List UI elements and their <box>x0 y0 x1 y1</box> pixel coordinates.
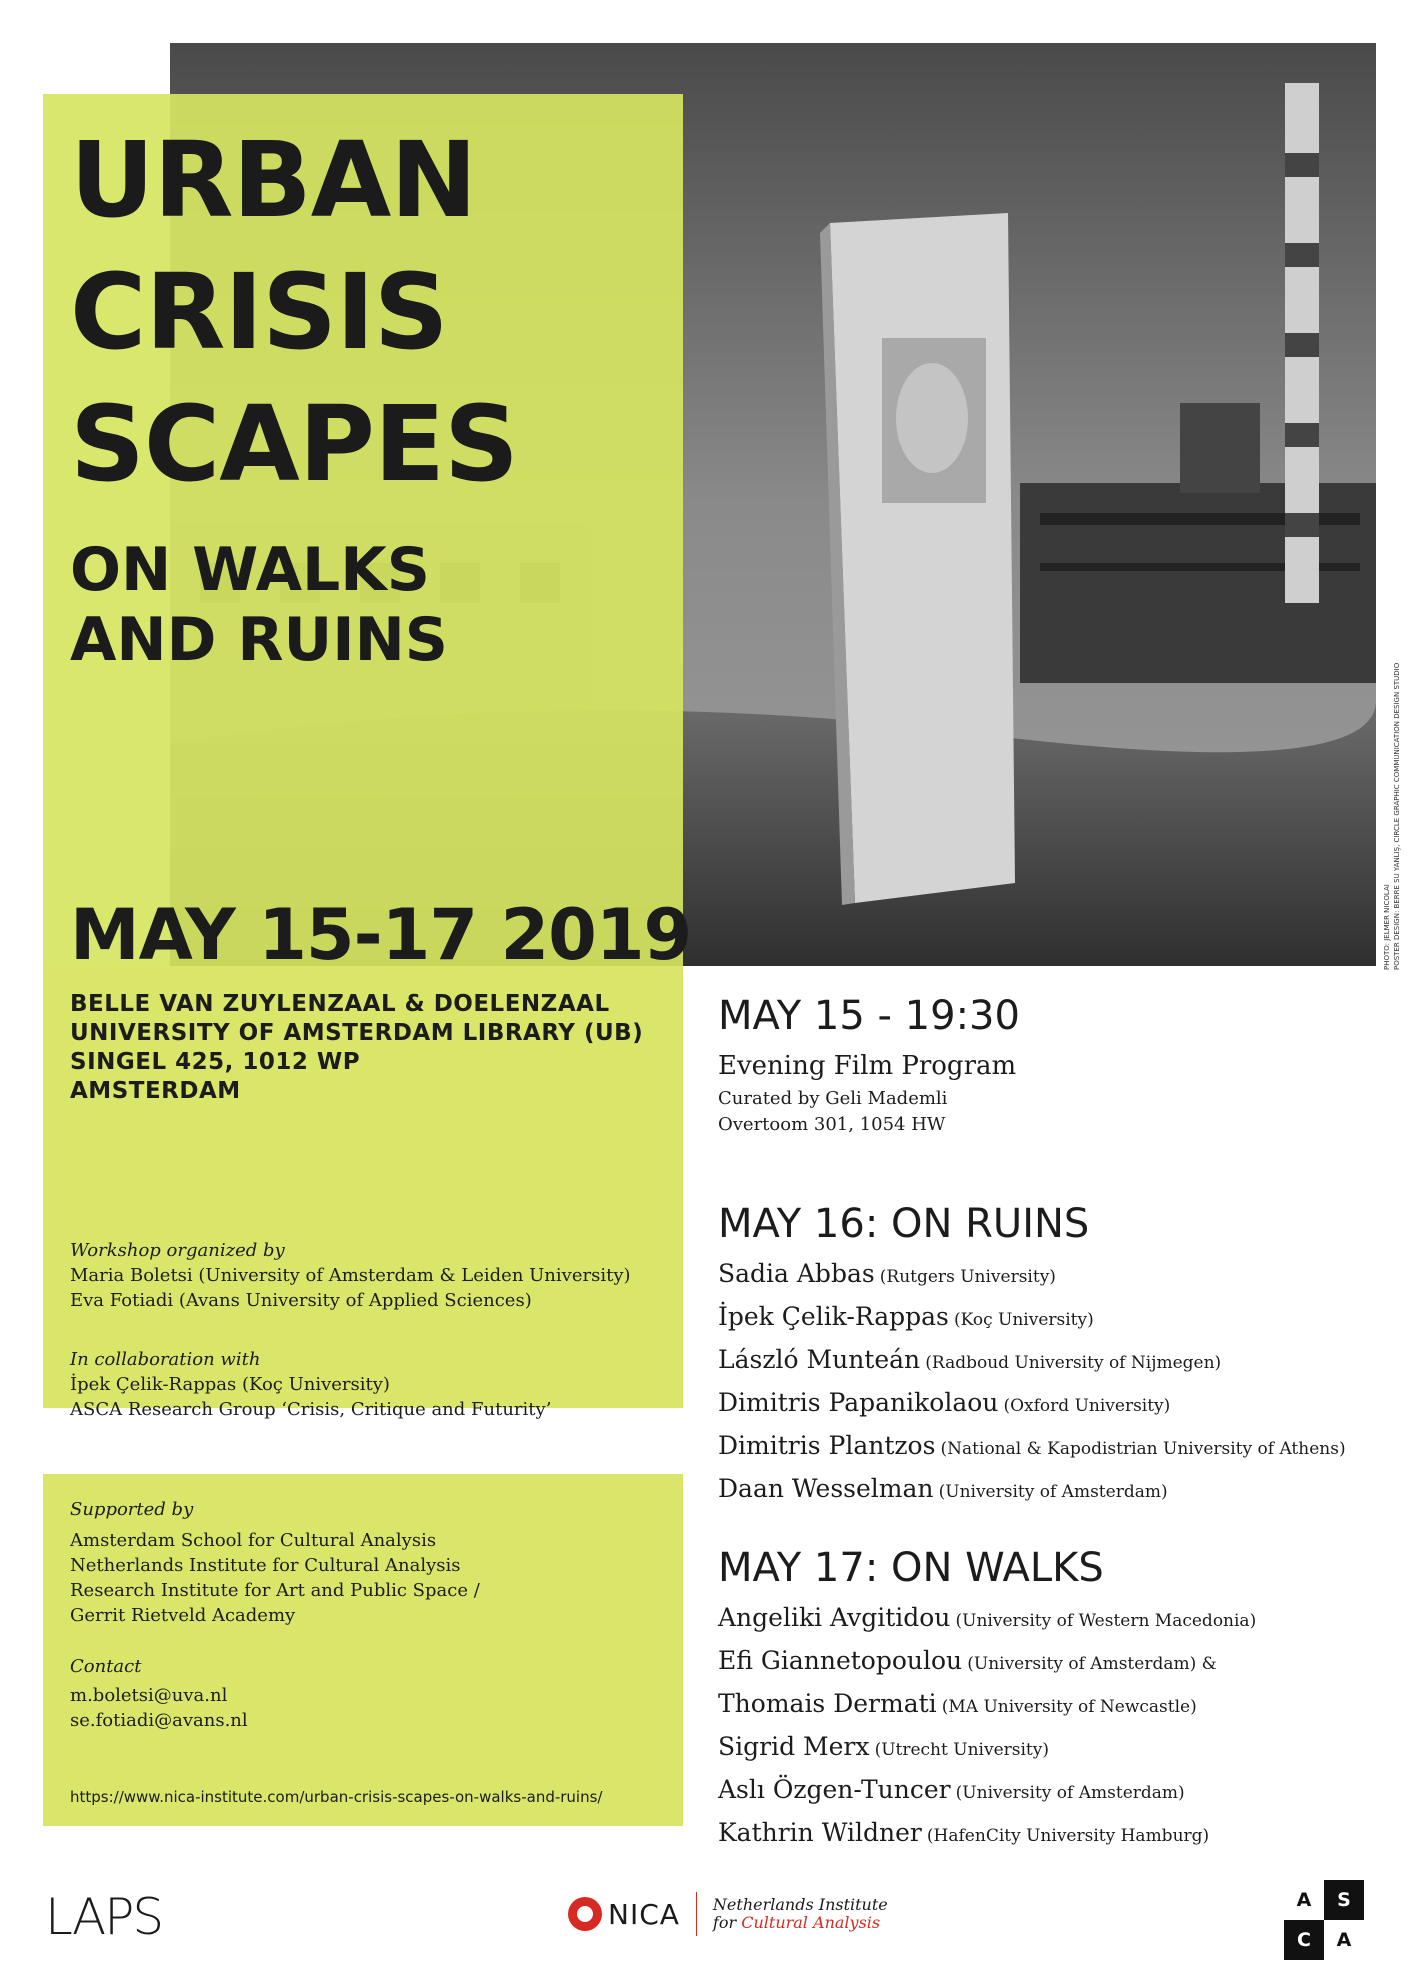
nica-circle-icon <box>568 1897 602 1931</box>
contact-email[interactable]: se.fotiadi@avans.nl <box>70 1710 248 1731</box>
speaker-item <box>718 1469 1346 1512</box>
nica-full-name <box>713 1896 888 1932</box>
venue-block <box>70 990 643 1106</box>
asca-letter: S <box>1324 1880 1364 1920</box>
speaker-affiliation: (Radboud University of Nijmegen) <box>925 1353 1222 1373</box>
day1-block <box>718 992 1020 1138</box>
speaker-affiliation: (Oxford University) <box>1003 1396 1171 1416</box>
speaker-item <box>718 1770 1256 1813</box>
speaker-affiliation: (HafenCity University Hamburg) <box>926 1826 1210 1846</box>
day3-heading: MAY 17: ON WALKS <box>718 1545 1104 1591</box>
title-line-3: SCAPES <box>70 383 518 505</box>
contact-block <box>70 1654 248 1733</box>
speaker-name: László Munteán <box>718 1345 921 1374</box>
day2-heading: MAY 16: ON RUINS <box>718 1201 1090 1247</box>
nica-name-line2 <box>713 1914 888 1932</box>
organized-block <box>70 1238 631 1313</box>
supporter-line: Research Institute for Art and Public Space / <box>70 1580 480 1601</box>
supporter-line: Amsterdam School for Cultural Analysis <box>70 1530 437 1551</box>
speaker-name: Dimitris Plantzos <box>718 1431 936 1460</box>
subtitle-line-1: ON WALKS <box>70 535 430 605</box>
speaker-item <box>718 1684 1256 1727</box>
speaker-affiliation: (University of Amsterdam) <box>938 1482 1168 1502</box>
speaker-name: Sigrid Merx <box>718 1732 870 1761</box>
supported-label: Supported by <box>70 1499 194 1520</box>
speaker-affiliation: (Utrecht University) <box>874 1740 1049 1760</box>
asca-letter: A <box>1324 1920 1364 1960</box>
title-line-2: CRISIS <box>70 251 448 373</box>
organizer-line: Eva Fotiadi (Avans University of Applied Sciences) <box>70 1290 532 1311</box>
speaker-name: Kathrin Wildner <box>718 1818 922 1847</box>
asca-letter: C <box>1284 1920 1324 1960</box>
organizer-line: Maria Boletsi (University of Amsterdam & Leiden University) <box>70 1265 631 1286</box>
organized-label: Workshop organized by <box>70 1240 285 1261</box>
nica-name-cultural: Cultural Analysis <box>741 1913 881 1932</box>
day1-curated: Curated by Geli Mademli <box>718 1088 948 1109</box>
collaborator-line: ASCA Research Group ‘Crisis, Critique and Futurity’ <box>70 1399 552 1420</box>
speaker-item <box>718 1426 1346 1469</box>
nica-name-for: for <box>712 1913 737 1932</box>
speaker-name: Thomais Dermati <box>718 1689 937 1718</box>
day3-block <box>718 1544 1256 1856</box>
speaker-item <box>718 1813 1256 1856</box>
collaborator-line: İpek Çelik-Rappas (Koç University) <box>70 1374 390 1395</box>
speaker-affiliation: (University of Western Macedonia) <box>955 1611 1257 1631</box>
supported-block <box>70 1497 480 1628</box>
supporter-line: Gerrit Rietveld Academy <box>70 1605 296 1626</box>
speaker-name: Aslı Özgen-Tuncer <box>718 1775 951 1804</box>
speaker-name: Daan Wesselman <box>718 1474 934 1503</box>
supporter-line: Netherlands Institute for Cultural Analysis <box>70 1555 461 1576</box>
venue-line: AMSTERDAM <box>70 1078 241 1104</box>
speaker-affiliation: (University of Amsterdam) <box>955 1783 1185 1803</box>
speaker-name: Efi Giannetopoulou <box>718 1646 963 1675</box>
speaker-item <box>718 1727 1256 1770</box>
venue-line: BELLE VAN ZUYLENZAAL & DOELENZAAL <box>70 991 610 1017</box>
collaboration-label: In collaboration with <box>70 1349 261 1370</box>
speaker-item <box>718 1641 1256 1684</box>
day1-heading: MAY 15 - 19:30 <box>718 993 1020 1039</box>
venue-line: SINGEL 425, 1012 WP <box>70 1049 361 1075</box>
speaker-affiliation: (National & Kapodistrian University of Athens) <box>940 1439 1346 1459</box>
subtitle-line-2: AND RUINS <box>70 605 449 675</box>
event-dates: MAY 15-17 2019 <box>70 894 692 976</box>
nica-wordmark: NICA <box>608 1897 680 1931</box>
title-line-1: URBAN <box>70 119 477 241</box>
speaker-affiliation: (MA University of Newcastle) <box>941 1697 1197 1717</box>
event-url[interactable]: https://www.nica-institute.com/urban-crisis-scapes-on-walks-and-ruins/ <box>70 1788 603 1806</box>
speaker-affiliation: (Rutgers University) <box>879 1267 1056 1287</box>
nica-divider <box>696 1892 697 1936</box>
venue-line: UNIVERSITY OF AMSTERDAM LIBRARY (UB) <box>70 1020 644 1046</box>
laps-logo: LAPS <box>45 1888 163 1946</box>
asca-letter: A <box>1284 1880 1324 1920</box>
speaker-affiliation: (University of Amsterdam) & <box>967 1654 1217 1674</box>
speaker-affiliation: (Koç University) <box>953 1310 1094 1330</box>
speaker-name: Angeliki Avgitidou <box>718 1603 951 1632</box>
nica-name-line1: Netherlands Institute <box>712 1895 888 1914</box>
photo-credits <box>1382 650 1412 970</box>
photo-credit: PHOTO: JELMER NICOLAI <box>1383 884 1391 970</box>
contact-email[interactable]: m.boletsi@uva.nl <box>70 1685 228 1706</box>
speaker-item <box>718 1254 1346 1297</box>
speaker-name: İpek Çelik-Rappas <box>718 1302 949 1331</box>
speaker-item <box>718 1297 1346 1340</box>
speaker-name: Sadia Abbas <box>718 1259 875 1288</box>
design-credit: POSTER DESIGN: BERRE SU YANLIŞ, CIRCLE GRAPHIC COMMUNICATION DESIGN STUDIO <box>1393 662 1401 970</box>
contact-label: Contact <box>70 1656 142 1677</box>
day2-block <box>718 1200 1346 1512</box>
nica-logo <box>568 1892 888 1936</box>
asca-logo <box>1284 1880 1364 1960</box>
day1-address: Overtoom 301, 1054 HW <box>718 1114 946 1135</box>
speaker-name: Dimitris Papanikolaou <box>718 1388 999 1417</box>
collaboration-block <box>70 1347 551 1422</box>
speaker-item <box>718 1598 1256 1641</box>
speaker-item <box>718 1383 1346 1426</box>
day1-program: Evening Film Program <box>718 1051 1017 1081</box>
speaker-item <box>718 1340 1346 1383</box>
